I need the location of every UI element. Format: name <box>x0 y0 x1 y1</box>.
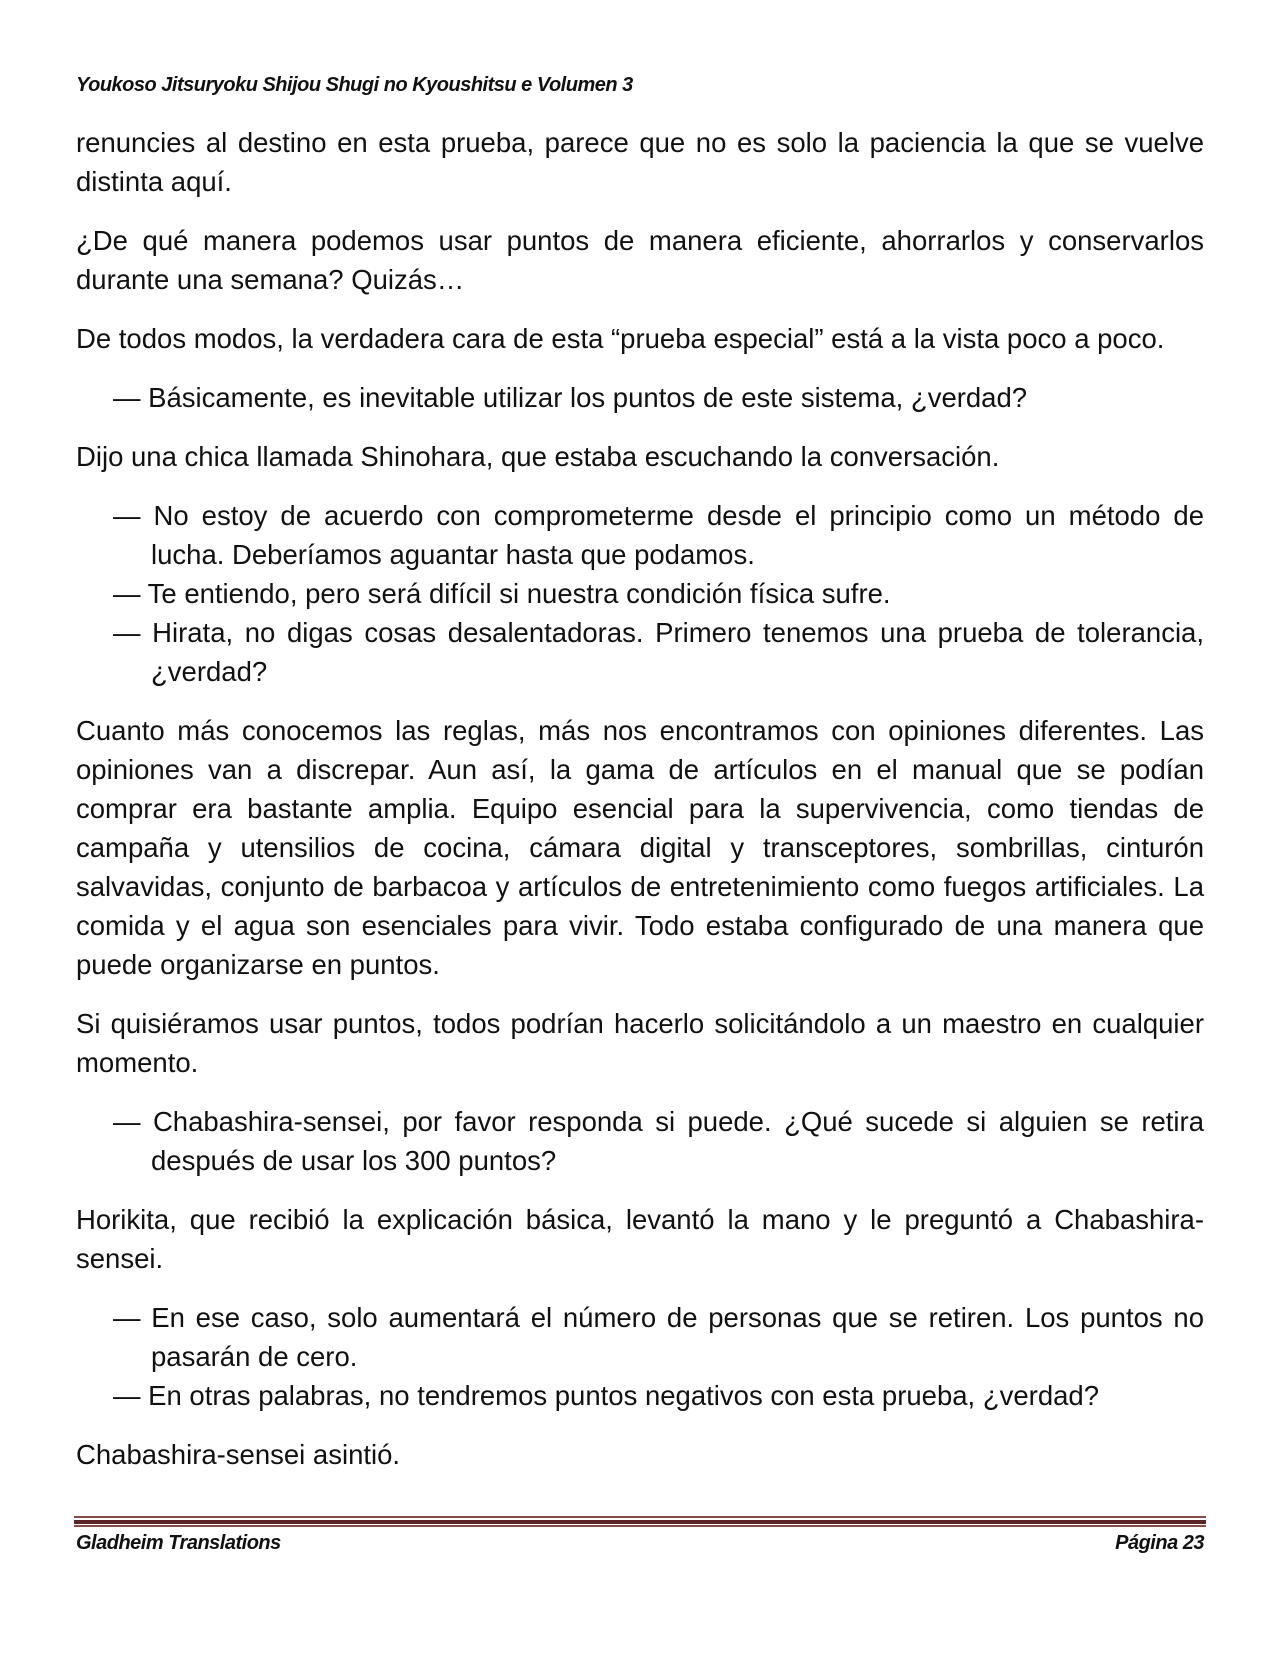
dialogue-line: — Básicamente, es inevitable utilizar los puntos de este sistema, ¿verdad? <box>113 382 1028 413</box>
paragraph: Dijo una chica llamada Shinohara, que estaba escuchando la conversación. <box>76 441 1000 472</box>
dialogue-line: — Te entiendo, pero será difícil si nuestra condición física sufre. <box>113 578 891 609</box>
paragraph: De todos modos, la verdadera cara de esta “prueba especial” está a la vista poco a poco. <box>76 323 1165 354</box>
page-number: Página 23 <box>1115 1532 1204 1554</box>
paragraph: Si quisiéramos usar puntos, todos podrían hacerlo solicitándolo a un maestro en cualquier momento. <box>76 1008 1204 1078</box>
footer-publisher: Gladheim Translations <box>76 1532 281 1554</box>
dialogue-line: — En otras palabras, no tendremos puntos negativos con esta prueba, ¿verdad? <box>113 1380 1100 1411</box>
dialogue-group <box>76 496 1204 691</box>
footer <box>76 1532 1204 1555</box>
dialogue-group <box>76 378 1204 417</box>
paragraph: ¿De qué manera podemos usar puntos de manera eficiente, ahorrarlos y conservarlos durante una semana? Quizás… <box>76 225 1204 295</box>
running-header: Youkoso Jitsuryoku Shijou Shugi no Kyoushitsu e Volumen 3 <box>76 74 633 96</box>
dialogue-group <box>76 1102 1204 1180</box>
dialogue-group <box>76 1298 1204 1415</box>
page-body <box>76 123 1204 1494</box>
dialogue-line: — En ese caso, solo aumentará el número de personas que se retiren. Los puntos no pasarán de cero. <box>113 1302 1204 1372</box>
paragraph: Horikita, que recibió la explicación básica, levantó la mano y le preguntó a Chabashira-sensei. <box>76 1204 1204 1274</box>
paragraph: Cuanto más conocemos las reglas, más nos encontramos con opiniones diferentes. Las opiniones van a discrepar. Aun así, la gama de artículos en el manual que se podían comprar era bastante amplia. Equipo esencial para la supervivencia, como tiendas de campaña y utensilios de cocina, cámara digital y transceptores, sombrillas, cinturón salvavidas, conjunto de barbacoa y artículos de entretenimiento como fuegos artificiales. La comida y el agua son esenciales para vivir. Todo estaba configurado de una manera que puede organizarse en puntos. <box>76 715 1204 980</box>
paragraph: renuncies al destino en esta prueba, parece que no es solo la paciencia la que se vuelve distinta aquí. <box>76 127 1204 197</box>
dialogue-line: — No estoy de acuerdo con comprometerme desde el principio como un método de lucha. Deberíamos aguantar hasta que podamos. <box>113 500 1204 570</box>
dialogue-line: — Hirata, no digas cosas desalentadoras. Primero tenemos una prueba de tolerancia, ¿verdad? <box>113 617 1204 687</box>
paragraph: Chabashira-sensei asintió. <box>76 1439 401 1470</box>
footer-divider <box>74 1516 1206 1527</box>
dialogue-line: — Chabashira-sensei, por favor responda si puede. ¿Qué sucede si alguien se retira después de usar los 300 puntos? <box>113 1106 1204 1176</box>
